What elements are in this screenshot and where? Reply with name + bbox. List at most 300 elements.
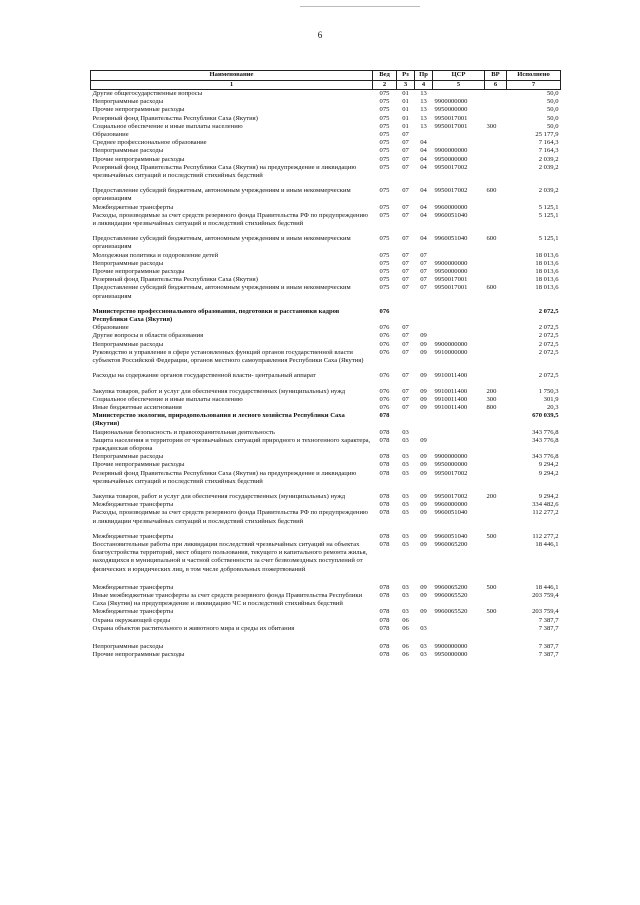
row-pr: 09 xyxy=(420,403,427,411)
row-vr xyxy=(485,470,507,486)
table-row xyxy=(91,453,561,461)
row-vr xyxy=(485,204,507,212)
row-sum: 2 072,5 xyxy=(538,307,559,315)
row-pr: 04 xyxy=(420,187,427,195)
row-csr: 9950000000 xyxy=(434,268,468,276)
row-ved: 078 xyxy=(379,591,390,599)
row-csr: 9900000000 xyxy=(434,340,468,348)
row-name: Социальное обеспечение и иные выплаты населению xyxy=(92,122,243,130)
row-name: Руководство и управление в сфере установленных функций органов государственной власти субъектов Российской Федерации, органов местного самоуправления Республики Саха (Якутия) xyxy=(92,348,364,365)
row-name: Расходы, производимые за счет средств резервного фонда Правительства РФ по предупреждению и ликвидации чрезвычайных ситуаций и последствий стихийных бедствий xyxy=(92,509,368,525)
row-name: Закупка товаров, работ и услуг для обеспечения государственных (муниципальных) нужд xyxy=(92,492,346,500)
row-vr: 500 xyxy=(486,583,497,591)
row-ved: 078 xyxy=(379,651,390,659)
row-vr xyxy=(485,592,507,608)
top-rule xyxy=(300,6,420,7)
row-sum: 18 013,6 xyxy=(535,276,559,284)
row-sum: 2 072,5 xyxy=(538,348,559,356)
row-rz: 07 xyxy=(402,131,409,139)
row-ved: 078 xyxy=(379,501,390,509)
row-vr xyxy=(485,90,507,99)
row-vr xyxy=(485,365,507,380)
row-ved: 078 xyxy=(379,492,390,500)
row-name: Прочие непрограммные расходы xyxy=(92,461,185,469)
row-sum: 2 039,2 xyxy=(538,155,559,163)
row-rz xyxy=(397,412,415,428)
header-num-5: 5 xyxy=(433,80,485,90)
row-vr: 300 xyxy=(486,395,497,403)
row-csr xyxy=(433,412,485,428)
row-sum: 20,3 xyxy=(546,403,559,411)
header-num-3: 3 xyxy=(397,80,415,90)
row-pr: 04 xyxy=(420,147,427,155)
row-rz: 07 xyxy=(402,403,409,411)
row-vr xyxy=(485,260,507,268)
row-pr xyxy=(415,429,433,437)
row-ved: 075 xyxy=(379,155,390,163)
row-vr xyxy=(485,115,507,123)
row-ved: 078 xyxy=(379,461,390,469)
row-name: Расходы, производимые за счет средств резервного фонда Правительства РФ по предупреждению и ликвидации чрезвычайных ситуаций и последствий стихийных бедствий xyxy=(92,211,368,228)
row-rz: 07 xyxy=(402,268,409,276)
row-csr: 9950017002 xyxy=(434,163,468,171)
row-vr: 300 xyxy=(486,122,497,130)
row-rz: 03 xyxy=(402,492,409,500)
row-pr: 09 xyxy=(420,469,427,477)
row-ved: 075 xyxy=(379,90,390,97)
row-rz: 07 xyxy=(402,340,409,348)
row-name: Социальное обеспечение и иные выплаты населению xyxy=(92,395,243,403)
row-ved: 075 xyxy=(379,259,390,267)
row-ved: 078 xyxy=(379,540,390,548)
row-ved: 075 xyxy=(379,98,390,106)
table-row xyxy=(91,147,561,155)
row-vr xyxy=(485,341,507,349)
row-vr xyxy=(485,252,507,260)
row-ved: 075 xyxy=(379,268,390,276)
row-vr: 200 xyxy=(486,387,497,395)
row-ved: 078 xyxy=(379,616,390,624)
row-rz: 03 xyxy=(402,540,409,548)
row-ved: 075 xyxy=(379,276,390,284)
row-rz: 03 xyxy=(402,608,409,616)
row-pr: 07 xyxy=(420,268,427,276)
row-rz: 03 xyxy=(402,461,409,469)
row-name: Межбюджетные трансферты xyxy=(92,501,174,509)
row-pr: 13 xyxy=(420,98,427,106)
budget-table xyxy=(90,70,561,659)
row-name: Защита населения и территории от чрезвычайных ситуаций природного и техногенного характера, гражданская оборона xyxy=(92,436,371,452)
row-vr xyxy=(485,633,507,651)
row-ved: 075 xyxy=(379,203,390,211)
row-sum: 18 013,6 xyxy=(535,251,559,259)
row-pr: 09 xyxy=(420,492,427,500)
table-row xyxy=(91,276,561,284)
row-vr xyxy=(485,349,507,365)
row-vr xyxy=(485,164,507,180)
row-vr xyxy=(485,139,507,147)
row-csr: 9900000000 xyxy=(434,259,468,267)
row-csr: 9950000000 xyxy=(434,461,468,469)
row-rz: 07 xyxy=(402,348,409,356)
table-row xyxy=(91,252,561,260)
row-sum: 18 013,6 xyxy=(535,259,559,267)
row-name: Резервный фонд Правительства Республики Саха (Якутия) xyxy=(92,114,258,122)
row-ved: 075 xyxy=(379,251,390,259)
row-vr xyxy=(485,98,507,106)
row-pr: 04 xyxy=(420,235,427,243)
row-vr xyxy=(485,156,507,164)
header-csr: ЦСР xyxy=(433,71,485,81)
row-ved: 076 xyxy=(379,395,390,403)
row-name: Резервный фонд Правительства Республики Саха (Якутия) на предупреждение и ликвидацию чрезвычайных ситуаций и последствий стихийных бедствий xyxy=(92,469,357,485)
table-row xyxy=(91,429,561,437)
row-name: Непрограммные расходы xyxy=(92,642,164,650)
row-csr: 9900000000 xyxy=(434,453,468,461)
row-pr xyxy=(415,131,433,139)
header-rz: Рз xyxy=(397,71,415,81)
row-vr xyxy=(485,437,507,453)
row-ved: 078 xyxy=(379,428,390,436)
row-ved: 075 xyxy=(379,211,390,219)
row-sum: 1 750,3 xyxy=(538,387,559,395)
row-csr: 9900000000 xyxy=(434,98,468,106)
row-csr: 9960065520 xyxy=(434,591,468,599)
table-row xyxy=(91,268,561,276)
row-rz: 06 xyxy=(402,624,409,632)
table-row xyxy=(91,204,561,212)
row-rz: 07 xyxy=(402,211,409,219)
row-vr xyxy=(485,332,507,340)
row-sum: 50,0 xyxy=(546,122,559,130)
row-name: Прочие непрограммные расходы xyxy=(92,651,185,659)
row-rz: 07 xyxy=(402,235,409,243)
row-sum: 50,0 xyxy=(546,90,559,97)
row-pr xyxy=(415,324,433,332)
row-csr: 9950000000 xyxy=(434,651,468,659)
row-sum: 203 759,4 xyxy=(532,608,559,616)
row-rz: 03 xyxy=(402,428,409,436)
row-pr: 13 xyxy=(420,114,427,122)
row-csr: 9960000000 xyxy=(434,203,468,211)
row-rz: 07 xyxy=(402,147,409,155)
row-csr: 9950017002 xyxy=(434,492,468,500)
row-csr: 9960065520 xyxy=(434,608,468,616)
row-ved: 078 xyxy=(379,412,390,420)
row-pr: 09 xyxy=(420,461,427,469)
row-ved: 075 xyxy=(379,147,390,155)
row-sum: 50,0 xyxy=(546,106,559,114)
row-vr xyxy=(485,324,507,332)
row-sum: 7 387,7 xyxy=(538,642,559,650)
row-name: Молодежная политика и оздоровление детей xyxy=(92,251,219,259)
row-pr: 03 xyxy=(420,651,427,659)
row-sum: 18 446,1 xyxy=(535,583,559,591)
row-sum: 9 294,2 xyxy=(538,469,559,477)
row-rz: 03 xyxy=(402,501,409,509)
row-sum: 2 039,2 xyxy=(538,163,559,171)
table-row xyxy=(91,156,561,164)
row-rz: 03 xyxy=(402,469,409,477)
row-sum: 112 277,2 xyxy=(532,532,559,540)
table-row xyxy=(91,501,561,509)
row-pr: 09 xyxy=(420,395,427,403)
row-vr xyxy=(485,501,507,509)
row-csr: 9950017002 xyxy=(434,187,468,195)
row-rz: 07 xyxy=(402,276,409,284)
row-name: Расходы на содержание органов государственной власти- центральный аппарат xyxy=(92,372,316,380)
row-name: Образование xyxy=(92,131,129,139)
row-csr: 9950017002 xyxy=(434,469,468,477)
row-csr: 9950000000 xyxy=(434,155,468,163)
row-ved: 078 xyxy=(379,453,390,461)
row-pr: 07 xyxy=(420,251,427,259)
row-name: Непрограммные расходы xyxy=(92,340,164,348)
row-rz: 06 xyxy=(402,651,409,659)
row-pr: 07 xyxy=(420,284,427,292)
row-pr: 03 xyxy=(420,624,427,632)
table-row xyxy=(91,123,561,131)
row-pr: 09 xyxy=(420,608,427,616)
row-name: Охрана окружающей среды xyxy=(92,616,171,624)
table-row xyxy=(91,625,561,633)
row-ved: 076 xyxy=(379,387,390,395)
page-number: 6 xyxy=(317,30,323,40)
row-ved: 075 xyxy=(379,284,390,292)
row-name: Межбюджетные трансферты xyxy=(92,583,174,591)
row-name: Непрограммные расходы xyxy=(92,259,164,267)
row-name: Прочие непрограммные расходы xyxy=(92,106,185,114)
row-rz: 03 xyxy=(402,509,409,517)
table-row xyxy=(91,301,561,324)
row-ved: 076 xyxy=(379,348,390,356)
row-name: Непрограммные расходы xyxy=(92,98,164,106)
row-sum: 7 164,3 xyxy=(538,147,559,155)
row-vr xyxy=(485,268,507,276)
row-name: Иные бюджетные ассигнования xyxy=(92,403,182,411)
row-pr: 09 xyxy=(420,453,427,461)
row-name: Предоставление субсидий бюджетным, автономным учреждениям и иным некоммерческим организациям xyxy=(92,187,351,203)
row-vr: 600 xyxy=(486,187,497,195)
row-pr: 04 xyxy=(420,203,427,211)
row-pr: 09 xyxy=(420,332,427,340)
header-num-4: 4 xyxy=(415,80,433,90)
header-num-7: 7 xyxy=(507,80,561,90)
row-pr: 09 xyxy=(420,540,427,548)
row-rz: 03 xyxy=(402,436,409,444)
row-csr xyxy=(433,429,485,437)
row-name: Предоставление субсидий бюджетным, автономным учреждениям и иным некоммерческим организациям xyxy=(92,284,351,300)
row-ved: 078 xyxy=(379,436,390,444)
row-rz: 07 xyxy=(402,284,409,292)
row-rz: 07 xyxy=(402,324,409,332)
row-csr xyxy=(433,301,485,324)
row-csr: 9950017001 xyxy=(434,122,468,130)
row-pr: 09 xyxy=(420,340,427,348)
row-rz: 07 xyxy=(402,203,409,211)
row-pr xyxy=(415,412,433,428)
row-vr xyxy=(485,131,507,139)
row-rz: 06 xyxy=(402,616,409,624)
row-sum: 25 177,9 xyxy=(535,131,559,139)
row-ved: 075 xyxy=(379,114,390,122)
row-vr: 500 xyxy=(486,532,497,540)
table-row xyxy=(91,633,561,651)
row-vr xyxy=(485,276,507,284)
header-row xyxy=(91,71,561,81)
row-rz: 07 xyxy=(402,259,409,267)
row-sum: 2 072,5 xyxy=(538,332,559,340)
row-sum: 5 125,1 xyxy=(538,235,559,243)
row-name: Межбюджетные трансферты xyxy=(92,532,174,540)
row-csr: 9950017001 xyxy=(434,114,468,122)
row-rz: 07 xyxy=(402,332,409,340)
row-csr: 9950000000 xyxy=(434,106,468,114)
row-sum: 670 039,5 xyxy=(532,412,559,420)
row-sum: 50,0 xyxy=(546,98,559,106)
row-sum: 5 125,1 xyxy=(538,203,559,211)
table-row xyxy=(91,98,561,106)
row-name: Непрограммные расходы xyxy=(92,453,164,461)
row-pr: 04 xyxy=(420,211,427,219)
row-name: Резервный фонд Правительства Республики Саха (Якутия) на предупреждение и ликвидацию чрезвычайных ситуаций и последствий стихийных бедствий xyxy=(92,163,357,180)
row-csr: 9960000000 xyxy=(434,501,468,509)
row-name: Образование xyxy=(92,324,129,332)
table-row xyxy=(91,461,561,469)
table-row xyxy=(91,131,561,139)
row-csr: 9950017001 xyxy=(434,284,468,292)
row-csr: 9960051040 xyxy=(434,509,468,517)
row-pr: 09 xyxy=(420,348,427,356)
table-row xyxy=(91,404,561,412)
row-csr xyxy=(433,625,485,633)
row-sum: 5 125,1 xyxy=(538,211,559,219)
header-pr: Пр xyxy=(415,71,433,81)
row-pr: 09 xyxy=(420,436,427,444)
table-row xyxy=(91,470,561,486)
row-pr: 09 xyxy=(420,387,427,395)
row-rz: 01 xyxy=(402,114,409,122)
row-vr xyxy=(485,106,507,114)
row-sum: 7 387,7 xyxy=(538,624,559,632)
row-rz: 01 xyxy=(402,90,409,97)
header-sum: Исполнено xyxy=(507,71,561,81)
row-vr xyxy=(485,651,507,659)
row-ved: 078 xyxy=(379,532,390,540)
row-vr xyxy=(485,412,507,428)
row-rz xyxy=(397,301,415,324)
row-name: Межбюджетные трансферты xyxy=(92,608,174,616)
row-pr xyxy=(415,617,433,625)
table-row xyxy=(91,365,561,380)
row-csr: 9910011400 xyxy=(434,372,468,380)
row-rz: 06 xyxy=(402,642,409,650)
row-pr: 09 xyxy=(420,591,427,599)
row-vr xyxy=(485,509,507,525)
row-vr xyxy=(485,617,507,625)
row-rz: 07 xyxy=(402,163,409,171)
row-vr: 800 xyxy=(486,403,497,411)
row-pr: 13 xyxy=(420,106,427,114)
row-vr xyxy=(485,453,507,461)
row-pr: 13 xyxy=(420,90,427,97)
row-name: Среднее профессиональное образование xyxy=(92,139,207,147)
header-num-2: 2 xyxy=(373,80,397,90)
header-num-6: 6 xyxy=(485,80,507,90)
table-row xyxy=(91,212,561,228)
table-row xyxy=(91,284,561,300)
header-ved: Вед xyxy=(373,71,397,81)
row-rz: 03 xyxy=(402,453,409,461)
row-csr: 9900000000 xyxy=(434,642,468,650)
row-ved: 075 xyxy=(379,187,390,195)
row-sum: 343 776,8 xyxy=(532,453,559,461)
table-row xyxy=(91,486,561,501)
row-pr: 04 xyxy=(420,155,427,163)
row-csr xyxy=(433,252,485,260)
header-number-row xyxy=(91,80,561,90)
row-sum: 9 294,2 xyxy=(538,492,559,500)
table-row xyxy=(91,574,561,592)
row-vr xyxy=(485,301,507,324)
row-pr xyxy=(415,301,433,324)
row-ved: 076 xyxy=(379,307,390,315)
header-vr: ВР xyxy=(485,71,507,81)
row-ved: 078 xyxy=(379,509,390,517)
row-sum: 343 776,8 xyxy=(532,428,559,436)
table-row xyxy=(91,228,561,251)
row-csr: 9900000000 xyxy=(434,147,468,155)
row-name: Резервный фонд Правительства Республики Саха (Якутия) xyxy=(92,276,258,284)
row-sum: 112 277,2 xyxy=(532,509,559,517)
row-pr: 09 xyxy=(420,372,427,380)
row-name: Другие общегосударственные вопросы xyxy=(92,90,203,97)
row-csr: 9910011400 xyxy=(434,403,468,411)
row-vr: 600 xyxy=(486,284,497,292)
row-ved: 076 xyxy=(379,372,390,380)
row-pr: 07 xyxy=(420,276,427,284)
row-csr: 9960065200 xyxy=(434,583,468,591)
row-rz: 01 xyxy=(402,122,409,130)
row-vr xyxy=(485,212,507,228)
table-row xyxy=(91,115,561,123)
row-csr xyxy=(433,90,485,99)
row-name: Межбюджетные трансферты xyxy=(92,203,174,211)
table-body xyxy=(91,90,561,660)
row-rz: 03 xyxy=(402,583,409,591)
table-row xyxy=(91,324,561,332)
row-ved: 076 xyxy=(379,324,390,332)
row-rz: 03 xyxy=(402,591,409,599)
row-ved: 078 xyxy=(379,583,390,591)
row-name: Другие вопросы в области образования xyxy=(92,332,204,340)
row-sum: 9 294,2 xyxy=(538,461,559,469)
row-name: Непрограммные расходы xyxy=(92,147,164,155)
table-row xyxy=(91,139,561,147)
row-rz: 07 xyxy=(402,395,409,403)
row-sum: 18 013,6 xyxy=(535,284,559,292)
row-name: Охрана объектов растительного и животного мира и среды их обитания xyxy=(92,624,295,632)
table-row xyxy=(91,260,561,268)
row-pr: 09 xyxy=(420,509,427,517)
row-csr: 9960051040 xyxy=(434,532,468,540)
table-row xyxy=(91,332,561,340)
table-row xyxy=(91,341,561,349)
row-rz: 01 xyxy=(402,106,409,114)
row-pr: 09 xyxy=(420,532,427,540)
row-pr: 07 xyxy=(420,259,427,267)
row-rz: 01 xyxy=(402,98,409,106)
